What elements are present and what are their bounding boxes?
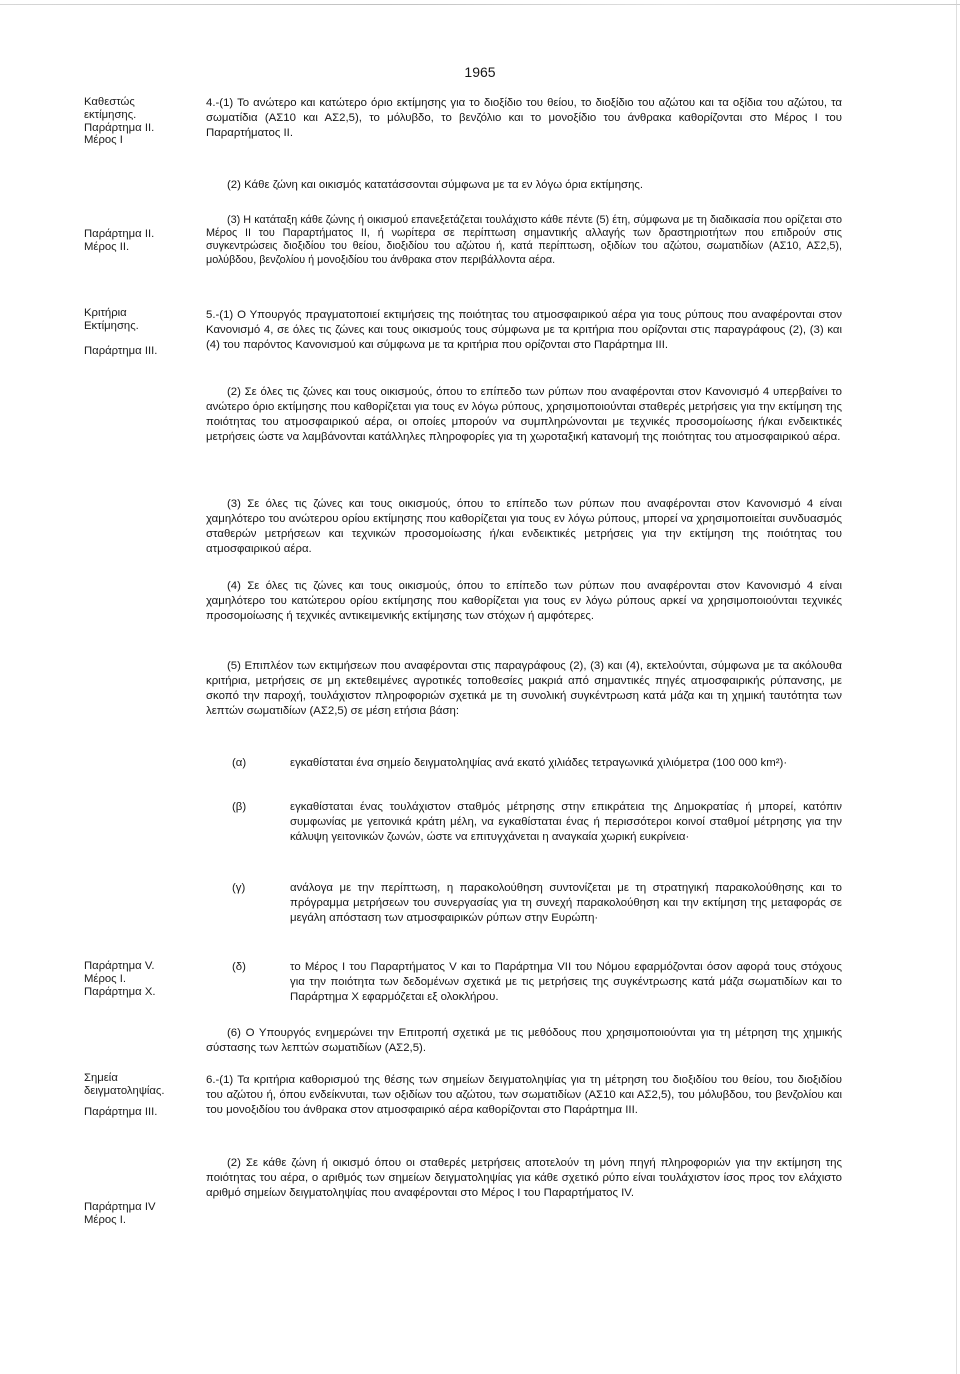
list-item-label: (α) xyxy=(232,757,247,769)
margin-note-annex-ii-part-ii: Παράρτημα ΙΙ. Μέρος ΙΙ. xyxy=(84,228,155,253)
scan-artifact-edge xyxy=(956,0,957,1374)
paragraph-5-3: (3) Σε όλες τις ζώνες και τους οικισμούς, όπου το επίπεδο των ρύπων που αναφέρονται στον Κανονισμό 4 είναι χαμηλότερο του ανώτερου ορίου εκτίμησης που καθορίζεται για τους εν λόγω ρύπους, μπορεί να χρησιμοποιείται συνδυασμός σταθερών μετρήσεων και τεχνικών προσομοίωσης ή/και ενδεικτικές μετρήσεις για την εκτίμηση της ποιότητας του ατμοσφαιρικού αέρα. xyxy=(206,498,842,556)
list-item-label: (γ) xyxy=(232,882,246,894)
list-item-text: εγκαθίσταται ένα σημείο δειγματοληψίας ανά εκατό χιλιάδες τετραγωνικά χιλιόμετρα (100 000 km²)· xyxy=(290,757,788,769)
paragraph-4-2: (2) Κάθε ζώνη και οικισμός κατατάσσονται σύμφωνα με τα εν λόγω όρια εκτίμησης. xyxy=(227,179,644,191)
paragraph-6-2: (2) Σε κάθε ζώνη ή οικισμό όπου οι σταθερές μετρήσεις αποτελούν τη μόνη πηγή πληροφοριών για την εκτίμηση της ποιότητας του αέρα, ο αριθμός των σημείων δειγματοληψίας για κάθε σχετικό ρύπο είναι τουλάχιστον ίσος προς τον ελάχιστο αριθμό σημείων δειγματοληψίας που αναφέρονται στο Μέρος Ι του Παραρτήματος IV. xyxy=(206,1157,842,1200)
page-number: 1965 xyxy=(464,64,496,80)
paragraph-4-3: (3) Η κατάταξη κάθε ζώνης ή οικισμού επανεξετάζεται τουλάχιστο κάθε πέντε (5) έτη, σύμφωνα με τη διαδικασία που ορίζεται στο Μέρος ΙΙ του Παραρτήματος ΙΙ, ή νωρίτερα σε περίπτωση σημαντικής αλλαγής των δραστηριοτήτων που επιδρούν στις συγκεντρώσεις διοξιδίου του θείου, διοξιδίου του αζώτου ή, κατά περίπτωση, οξιδίων του αζώτου, σωματιδίων (ΑΣ10, ΑΣ2,5), μολύβδου, βενζολίου ή μονοξιδίου του άνθρακα στον περιβάλλοντα αέρα. xyxy=(206,214,842,266)
list-item-text: εγκαθίσταται ένας τουλάχιστον σταθμός μέτρησης στην επικράτεια της Δημοκρατίας ή μπορεί, κατόπιν συμφωνίας με γειτονικά κράτη μέλη, να εγκαθίσταται ένας ή περισσότεροι κοινοί σταθμοί μέτρησης για την κάλυψη γειτονικών ζωνών, ώστε να επιτυγχάνεται η αναγκαία χωρική ευκρίνεια· xyxy=(290,801,842,844)
paragraph-5-6: (6) Ο Υπουργός ενημερώνει την Επιτροπή σχετικά με τις μεθόδους που χρησιμοποιούνται για τη μέτρηση της χημικής σύστασης των λεπτών σωματιδίων (ΑΣ2,5). xyxy=(206,1027,842,1055)
margin-note-annex-v-x: Παράρτημα V. Μέρος Ι. Παράρτημα Χ. xyxy=(84,960,156,998)
list-item-text: το Μέρος Ι του Παραρτήματος V και το Παράρτημα VII του Νόμου εφαρμόζονται όσον αφορά τους στόχους για την ποιότητα των δεδομένων σχετικά με τις μετρήσεις της συγκέντρωσης κατά μάζα σωματιδίων και το Παράρτημα Χ εφαρμόζεται εξ ολοκλήρου. xyxy=(290,961,842,1004)
margin-note-annex-iv: Παράρτημα IV Μέρος Ι. xyxy=(84,1201,156,1226)
paragraph-4-1: 4.-(1) Το ανώτερο και κατώτερο όριο εκτίμησης για το διοξίδιο του θείου, το διοξίδιο του αζώτου και τα οξίδια του αζώτου, τα σωματίδια (ΑΣ10 και ΑΣ2,5), το μόλυβδο, το βενζόλιο και το μονοξίδιο του άνθρακα καθορίζονται στο Μέρος Ι του Παραρτήματος ΙΙ. xyxy=(206,97,842,140)
paragraph-5-2: (2) Σε όλες τις ζώνες και τους οικισμούς, όπου το επίπεδο των ρύπων που αναφέρονται στον Κανονισμό 4 υπερβαίνει το ανώτερο όριο εκτίμησης που καθορίζεται για τους εν λόγω ρύπους, χρησιμοποιούνται σταθερές μετρήσεις για την εκτίμηση της ποιότητας του ατμοσφαιρικού αέρα, οι οποίες μπορούν να συμπληρώνονται με τεχνικές προσομοίωσης ή/και ενδεικτικές μετρήσεις ώστε να λαμβάνονται κατάλληλες πληροφορίες για τη χωροταξική κατανομή της ποιότητας του ατμοσφαιρικού αέρα. xyxy=(206,386,842,444)
paragraph-5-1: 5.-(1) Ο Υπουργός πραγματοποιεί εκτιμήσεις της ποιότητας του ατμοσφαιρικού αέρα για τους ρύπους που αναφέρονται στον Κανονισμό 4, σε όλες τις ζώνες και τους οικισμούς τους σύμφωνα με τα κριτήρια που ορίζονται στις παραγράφους (2), (3) και (4) του παρόντος Κανονισμού και σύμφωνα με τα κριτήρια που ορίζονται στο Παράρτημα ΙΙΙ. xyxy=(206,309,842,352)
paragraph-5-5: (5) Επιπλέον των εκτιμήσεων που αναφέρονται στις παραγράφους (2), (3) και (4), εκτελούνται, σύμφωνα με τα ακόλουθα κριτήρια, μετρήσεις σε μη εκτεθειμένες αγροτικές τοποθεσίες μακριά από σημαντικές πηγές ατμοσφαιρικής ρύπανσης, με σκοπό την παροχή, τουλάχιστον πληροφοριών σχετικά με τη συνολική συγκέντρωση κατά μάζα και τη χημική ταυτότητα των λεπτών σωματιδίων (ΑΣ2,5) σε μέση ετήσια βάση: xyxy=(206,660,842,718)
margin-note-assessment-regime: Καθεστώς εκτίμησης. Παράρτημα ΙΙ. Μέρος Ι xyxy=(84,96,155,147)
list-item-text: ανάλογα με την περίπτωση, η παρακολούθηση συντονίζεται με τη στρατηγική παρακολούθησης και το πρόγραμμα μετρήσεων του συνεργασίας για τη συνεχή παρακολούθηση και την εκτίμηση της μεταφοράς σε μεγάλη απόσταση των ατμοσφαιρικών ρύπων στην Ευρώπη· xyxy=(290,882,842,925)
paragraph-5-4: (4) Σε όλες τις ζώνες και τους οικισμούς, όπου το επίπεδο των ρύπων που αναφέρονται στον Κανονισμό 4 είναι χαμηλότερο του κατώτερου ορίου εκτίμησης που καθορίζεται για τους εν λόγω ρύπους αρκεί να χρησιμοποιούνται τεχνικές προσομοίωσης ή τεχνικές αντικειμενικής εκτίμησης των στόχων ή αμφότερες. xyxy=(206,580,842,623)
paragraph-6-1: 6.-(1) Τα κριτήρια καθορισμού της θέσης των σημείων δειγματοληψίας για τη μέτρηση του διοξιδίου του θείου, του διοξιδίου του αζώτου ή, όπου ενδείκνυται, των οξιδίων του αζώτου, των σωματιδίων (ΑΣ10 και ΑΣ2,5), του μόλυβδου, του βενζολίου και του μονοξιδίου του άνθρακα στον ατμοσφαιρικό αέρα καθορίζονται στο Παράρτημα ΙΙΙ. xyxy=(206,1074,842,1117)
margin-note-sampling-points: Σημεία δειγματοληψίας. Παράρτημα ΙΙΙ. xyxy=(84,1072,165,1118)
margin-note-assessment-criteria: Κριτήρια Εκτίμησης. Παράρτημα ΙΙΙ. xyxy=(84,307,158,358)
list-item-label: (β) xyxy=(232,801,247,813)
scan-artifact-top xyxy=(0,4,960,5)
list-item-label: (δ) xyxy=(232,961,246,973)
